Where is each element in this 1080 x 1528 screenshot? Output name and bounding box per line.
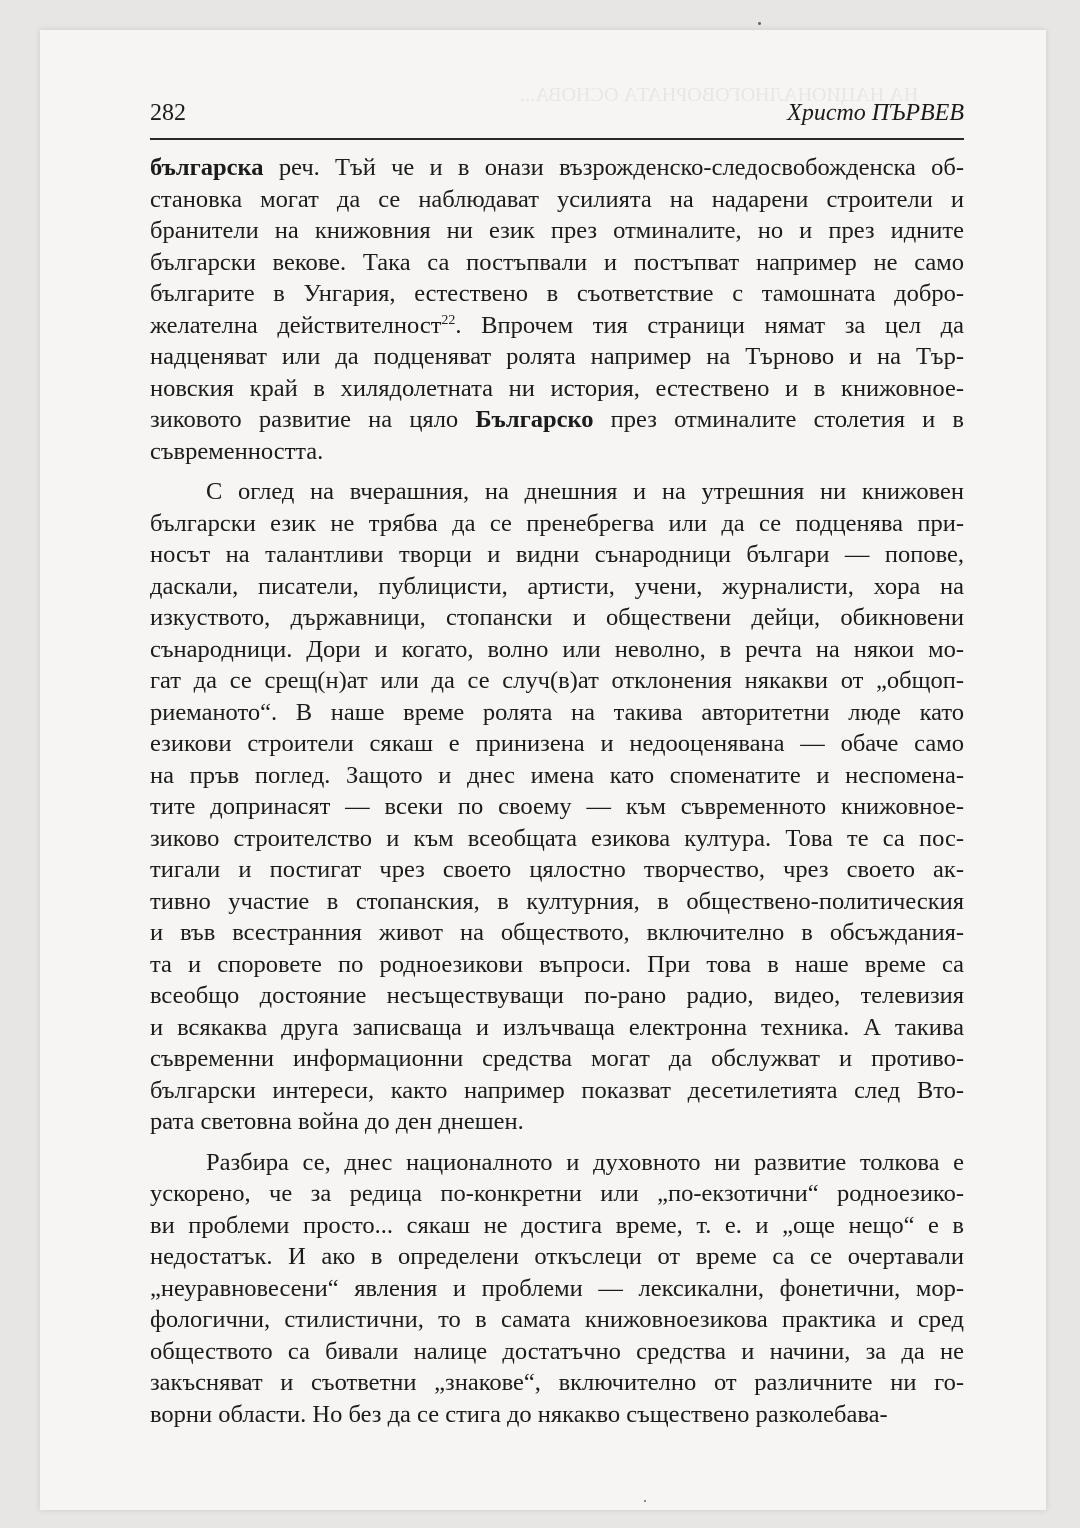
text-line: и всякаква друга записваща и излъчваща електронна техника. А такива [150, 1013, 964, 1041]
text-line: българите в Унгария, естествено в съответствие с тамошната добро- [150, 280, 964, 307]
footnote-ref: 22 [441, 312, 456, 328]
text-line: риеманото“. В наше време ролята на такива авторитетни люде като [150, 698, 964, 726]
text-span: зиковото развитие на цяло [150, 406, 476, 433]
text-line: становка могат да се наблюдават усилията на надарени строители и [150, 185, 964, 213]
text-line: фологични, стилистични, то в самата книжовноезикова практика и сред [150, 1306, 964, 1333]
text-line: носът на талантливи творци и видни сънародници българи — попове, [150, 541, 964, 568]
bleed-through-text: НА НАЦИОНАЛНОГОВОРНАТА ОСНОВА... [520, 84, 919, 106]
text-line: гат да се срещ(н)ат или да се случ(в)ат отклонения някакви от „общоп- [150, 667, 964, 694]
text-line: закъсняват и съответни „знакове“, включително от различните ни го- [150, 1369, 964, 1396]
bold-word: Българско [475, 406, 594, 433]
text-line: тивно участие в стопанския, в културния, в обществено-политическия [150, 887, 964, 915]
text-line: Разбира се, днес националното и духовното ни развитие толкова е [206, 1148, 964, 1176]
text-line: надценяват или да подценяват ролята например на Търново и на Тър- [150, 343, 964, 370]
text-line: езикови строители сякаш е принизена и недооценявана — обаче само [150, 730, 964, 757]
text-line: ворни области. Но без да се стига до някакво съществено разколебава- [150, 1400, 888, 1428]
text-line: и във всестранния живот на обществото, включително в обсъждания- [150, 919, 964, 946]
text-line: „неуравновесени“ явления и проблеми — лексикални, фонетични, мор- [150, 1274, 964, 1302]
text-line: ви проблеми просто... сякаш не достига време, т. е. и „още нещо“ е в [150, 1211, 964, 1239]
body-text [150, 152, 964, 1439]
paper-speck [758, 22, 761, 25]
text-line: всеобщо достояние несъществуващи по-рано радио, видео, телевизия [150, 982, 964, 1009]
text-line: новския край в хилядолетната ни история, естествено и в книжовное- [150, 374, 964, 402]
text-line: та и споровете по родноезикови въпроси. При това в наше време са [150, 950, 964, 978]
text-line: български векове. Така са постъпвали и постъпват например не само [150, 248, 964, 276]
text-line: зиково строителство и към всеобщата езикова култура. Това те са пос- [150, 824, 964, 852]
text-line: изкуството, държавници, стопански и обществени дейци, обикновени [150, 604, 964, 631]
page-header [150, 98, 964, 140]
text-line: даскали, писатели, публицисти, артисти, учени, журналисти, хора на [150, 572, 964, 600]
text-line: тите допринасят — всеки по своему — към съвременното книжовное- [150, 793, 964, 820]
text-span: реч. Тъй че и в онази възрожденско-следосвобожденска об- [263, 154, 964, 181]
text-line [150, 310, 964, 342]
text-line: сънародници. Дори и когато, волно или неволно, в речта на някои мо- [150, 635, 964, 663]
text-line: рата световна война до ден днешен. [150, 1108, 524, 1135]
text-line: бранители на книжовния ни език през отминалите, но и през идните [150, 217, 964, 244]
text-line: С оглед на вчерашния, на днешния и на утрешния ни книжовен [206, 478, 964, 505]
text-line: български интереси, както например показват десетилетията след Вто- [150, 1076, 964, 1104]
bold-word: българска [150, 154, 264, 181]
paragraph-1 [150, 152, 964, 467]
text-line: съвременни информационни средства могат да обслужват и противо- [150, 1045, 964, 1072]
text-span: през отминалите столетия и в [593, 406, 964, 433]
text-span: желателна действителност [150, 311, 442, 339]
text-line: недостатък. И ако в определени откъслеци от време са се очертавали [150, 1243, 964, 1270]
text-line: обществото са бивали налице достатъчно средства и начини, за да не [150, 1337, 964, 1365]
text-line: на пръв поглед. Защото и днес имена като споменатите и неспомена- [150, 761, 964, 789]
text-line: съвременността. [150, 437, 324, 465]
paragraph-2 [150, 476, 964, 1138]
running-title: Христо ПЪРВЕВ [787, 100, 964, 126]
page-number: 282 [150, 100, 186, 126]
text-span: . Впрочем тия страници нямат за цел да [455, 311, 964, 339]
paragraph-3 [150, 1147, 964, 1431]
text-line [150, 404, 964, 436]
text-line [150, 152, 964, 184]
paper-speck [644, 1500, 646, 1502]
text-line: български език не трябва да се пренебрегва или да се подценява при- [150, 509, 964, 537]
text-line: тигали и постигат чрез своето цялостно творчество, чрез своето ак- [150, 856, 964, 883]
text-line: ускорено, че за редица по-конкретни или „по-екзотични“ родноезико- [150, 1180, 964, 1207]
